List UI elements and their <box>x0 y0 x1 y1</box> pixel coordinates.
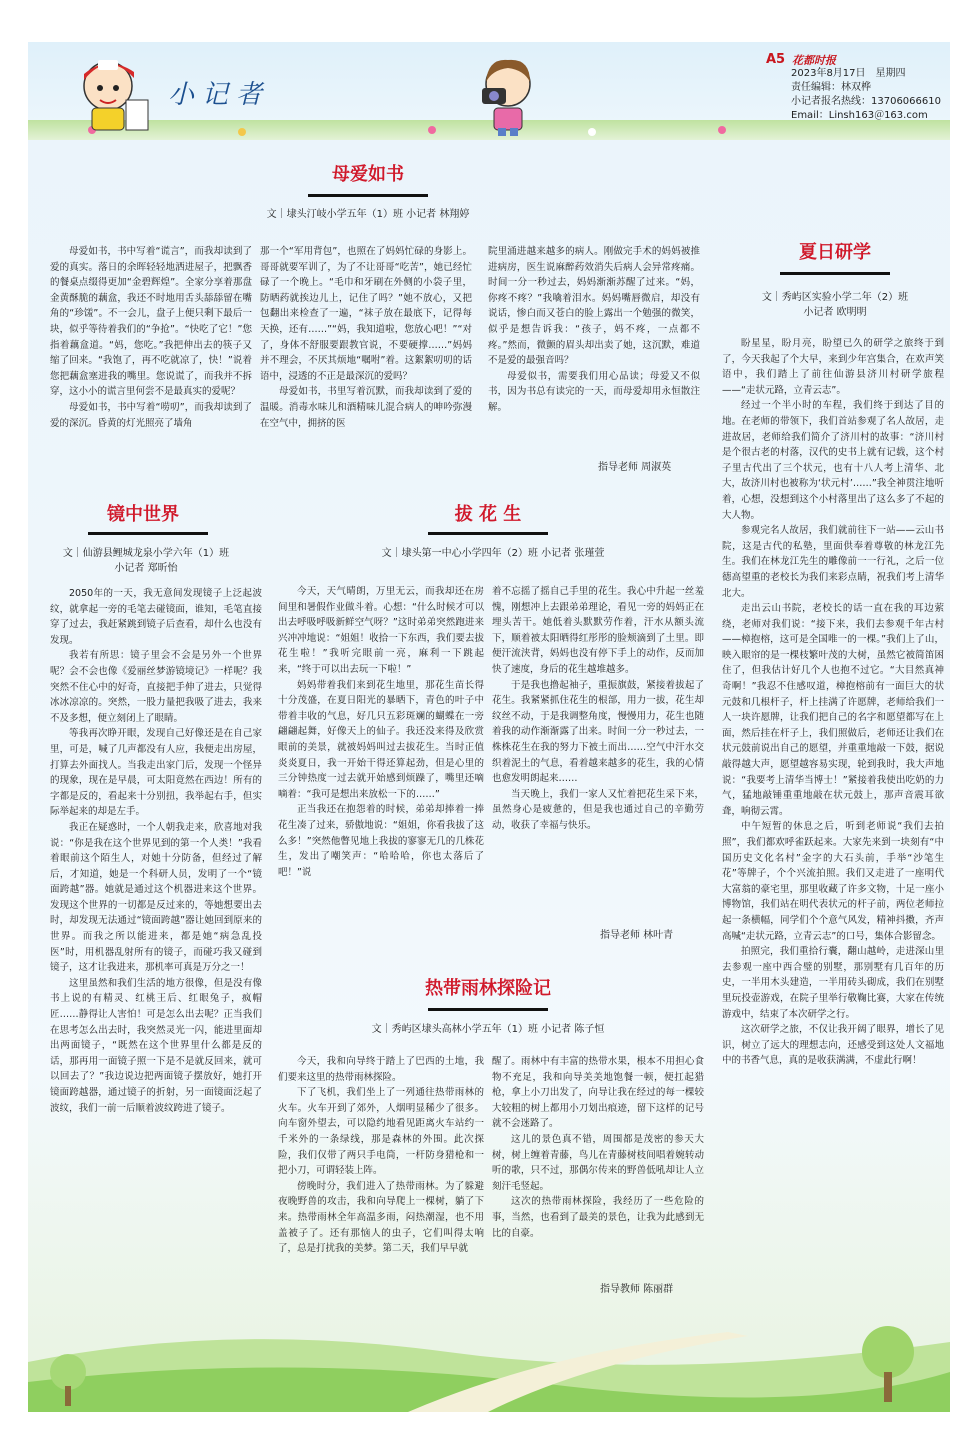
article-title-yulin: 热带雨林探险记 <box>425 978 551 999</box>
issue-date: 2023年8月17日 星期四 <box>791 68 906 79</box>
cartoon-boy-icon <box>68 50 158 138</box>
byline-muai: 文｜埭头汀岐小学五年（1）班 小记者 林翔婷 <box>266 209 470 220</box>
muai-column-3: 院里涌进越来越多的病人。刚做完手术的妈妈被推进病房，医生说麻醉药效消失后病人会异常疼痛。时间一分一秒过去，妈妈渐渐苏醒了过来。“妈，你疼不疼？”我噙着泪水。妈妈嘴唇微启，却没有说话，惨白而又苍白的脸上露出一个勉强的微笑，似乎是想告诉我：“孩子，妈不疼，一点都不疼。”然而，微颤的眉头却出卖了她，这沉默，难道不是爱的最强音吗？ 母爱似书，需要我们用心品读；母爱又不似书，因为书总有读完的一天，而母爱却用永恒散注解。 <box>488 246 700 413</box>
byline-bahuasheng: 文｜埭头第一中心小学四年（2）班 小记者 张瑾萱 <box>381 548 605 559</box>
flower-decoration <box>428 126 436 134</box>
teacher-yulin: 指导教师 陈丽群 <box>600 1284 674 1295</box>
editor-credit: 责任编辑：林双桦 <box>791 82 871 93</box>
article-title-bahuasheng: 拔 花 生 <box>454 504 522 525</box>
header-info <box>791 67 941 123</box>
cartoon-girl-camera-icon <box>468 52 548 138</box>
flower-decoration <box>718 126 726 134</box>
title-rule <box>780 272 890 275</box>
bahuasheng-column-1: 今天，天气晴朗，万里无云，而我却还在房间里和暑假作业做斗着。心想：“什么时候才可以出去呼吸呼吸新鲜空气呀？”这时弟弟突然跑进来兴冲冲地说：“姐姐！收拾一下东西，我们要去拔花生啦！”我听完眼前一亮，麻利一下跳起来，“终于可以出去玩一下啦！” 妈妈带着我们来到花生地里，那花生苗长得十分茂盛，在夏日阳光的暴晒下，青色的叶子中带着丰收的气息，好几只五彩斑斓的蝴蝶在一旁翩翩起舞，好像天上的仙子。我还没来得及欣赏眼前的美景，就被妈妈叫过去拔花生。当时正值炎炎夏日，我一开始干得还算起劲，但是心里的三分钟热度一过去就开始感到烦躁了，嘴里还嘀嘀着：“我可是想出来放松一下的……” 正当我还在抱怨着的时候，弟弟却捧着一捧花生凑了过来，骄傲地说：“姐姐，你看我拔了这么多！”突然他瞥见地上我拔的寥寥无几的几株花生，发出了嘲笑声：“哈哈哈，你也太落后了吧！”说 <box>278 586 484 878</box>
article-title-muai: 母爱如书 <box>332 164 404 185</box>
title-rule <box>88 532 208 535</box>
yulin-column-2: 醒了。雨林中有丰富的热带水果，根本不用担心食物不充足，我和向导美美地饱餐一顿，便扛起猎枪，拿上小刀出发了，向导让我在经过的每一棵较大较粗的树上都用小刀划出痕迹，留下这样的记号就不会迷路了。 这儿的景色真不错，周围都是茂密的参天大树，树上缠着青藤，鸟儿在青藤树枝间唱着婉转动听的歌，只不过，那偶尔传来的野兽低吼却让人立刻汗毛竖起。 这次的热带雨林探险，我经历了一些危险的事，当然，也看到了最美的景色，让我为此感到无比的自豪。 <box>492 1056 704 1239</box>
newspaper-page <box>28 42 950 1412</box>
title-rule <box>428 532 548 535</box>
xiari-body: 盼星星，盼月亮，盼望已久的研学之旅终于到了，今天我起了个大早，来到少年宫集合，在欢声笑语中，我们踏上了前往仙游县济川村研学旅程——“走状元路，立青云志”。 经过一个半小时的车程，我们终于到达了目的地。在老师的带领下，我们首站参观了名人故居，走进故居，老师给我们简介了济川村的故事：“济川村是个很古老的村落，汉代的史书上就有记载，这个村子里古代出了三个状元，也有十八人考上清华、北大，故济川村也被称为‘状元村’……”我全神贯注地听着，心想，没想到这个小村落里出了这么多了不起的大人物。 参观完名人故居，我们就前往下一站——云山书院，这是古代的私塾，里面供奉着尊敬的林龙江先生。我们在林龙江先生的雕像前一一行礼，之后一位德高望重的老校长为我们来彩点睛，祝我们考上清华北大。 走出云山书院，老校长的话一直在我的耳边萦绕，老师对我们说：“接下来，我们去参观千年古村——樟抱榕，这可是全国唯一的一棵。”我们上了山，映入眼帘的是一棵枝繁叶茂的大树，虽然它被简笛困住了，但我估计好几个人也抱不过它。“大目然真神奇啊！”我忍不住感叹道，樟抱榕前有一面巨大的状元鼓和几根杆子，杆上挂满了许愿牌，老师给我们一人一块许愿牌，让我们把自己的名字和愿望都写在上面，然后挂在杆子上，我们照做后，老师还让我们在状元鼓前说出自己的愿望，并重重地敲一下鼓，据说敲得越大声，愿望越容易实现，轮到我时，我大声地说：“我要考上清华当博士！”紧接着我使出吃奶的力气，猛地敲锤重重地敲在状元鼓上，那声音震耳欲聋，响彻云霄。 中午短暂的休息之后，听到老师说“我们去拍照”，我们都欢呼雀跃起来。大家先来到一块刻有“中国历史文化名村”金字的大石头前，手举“沙笔生花”等牌子，个个兴流拍照。我们又走进了一座明代大富翁的豪宅里，那里收藏了许多文物，十足一座小博物馆，我们站在明代表状元的杆子前，两位老师拉起一条横幅，同学们个个意气风发，精神抖擞，齐声高喊“走状元路，立青云志”的口号，集体合影留念。 拍照完，我们重拾行囊，翻山越岭，走进深山里去参观一座中西合璧的别墅，那别墅有几百年的历史，一半用木头建造，一半用砖头砌成，我们在别墅里玩投壶游戏，在院子里举行敬鞠比赛，大家在传统游戏中，结束了本次研学之行。 这次研学之旅，不仅让我开阔了眼界，增长了见识，树立了远大的理想志向，还感受到这处人文福地中的书香气息，真的是收获满满，不虚此行啊！ <box>722 338 944 1067</box>
muai-column-1: 母爱如书，书中写着“谎言”，而我却读到了爱的真实。落日的余晖轻轻地洒进屋子，把飘香的餐桌点缀得更加“金碧辉煌”。全家分享着那盘金黄酥脆的藕盒，我还不时地用舌头舔舔留在嘴角的“珍馐”。不一会儿，盘子上便只剩下最后一块，似乎等待着我们的“争抢”。“快吃了它！”您指着藕盒道。“妈，您吃。”我把伸出去的筷子又缩了回来。“我饱了，再不吃就凉了，快！”说着您把藕盒塞进我的嘴里。您说谎了，而我并不拆穿，这小小的谎言里何尝不是最真实的爱呢？ 母爱如书，书中写着“唠叨”，而我却读到了爱的深沉。昏黄的灯光照亮了墙角 <box>50 246 252 429</box>
byline-xiari: 文｜秀屿区实验小学二年（2）班 小记者 欧明明 <box>761 292 909 318</box>
landscape-hills-icon <box>28 1292 950 1412</box>
page-header <box>28 42 950 140</box>
article-title-jingzhong: 镜中世界 <box>107 504 179 525</box>
section-title: 小记者 <box>168 80 271 110</box>
byline-yulin: 文｜秀屿区埭头高林小学五年（1）班 小记者 陈子恒 <box>371 1024 605 1035</box>
teacher-muai: 指导老师 周淑英 <box>598 462 672 473</box>
byline-jingzhong: 文｜仙游县鲤城龙泉小学六年（1）班 小记者 郑昕怡 <box>62 548 230 574</box>
brand-logo: 花都时报 <box>792 54 836 67</box>
muai-column-2: 那一个“军用背包”，也照在了妈妈忙碌的身影上。哥哥就要军训了，为了不让哥哥“吃苦”，她已经忙碌了一个晚上。“毛巾和牙刷在外侧的小袋子里，防晒药就挨边儿上，记住了吗？”她不放心，又把包翻出来检查了一遍，“袜子放在最底下，记得每天换，还有……”“妈，我知道啦，您放心吧！”“对了，身体不舒服要跟教官说，不要硬撑……”妈妈并不理会，不厌其烦地“嘱咐”着。这絮絮叨叨的话语中，浸透的不正是最深沉的爱吗？ 母爱如书，书里写着沉默，而我却读到了爱的温暖。消毒水味儿和酒精味儿混合病人的呻吟弥漫在空气中，拥挤的医 <box>260 246 472 429</box>
flower-decoration <box>238 128 246 136</box>
yulin-column-1: 今天，我和向导终于踏上了巴西的土地，我们要来这里的热带雨林探险。 下了飞机，我们坐上了一列通往热带雨林的火车。火车开到了郊外，人烟明显稀少了很多。向车窗外望去，可以隐约地看见距离火车站约一千米外的一条绿线，那是森林的外围。此次探险，我们仅带了两只手电筒，一杆防身猎枪和一把小刀，可谓轻装上阵。 傍晚时分，我们进入了热带雨林。为了躲避夜晚野兽的攻击，我和向导爬上一棵树，躺了下来。热带雨林全年高温多雨，闷热潮湿，也不用盖被子了。还有那恼人的虫子，它们叫得太响了，总是打扰我的美梦。第二天，我们早早就 <box>278 1056 484 1255</box>
email: Email：Linsh163＠163.com <box>791 110 928 121</box>
flower-decoration <box>588 128 596 136</box>
bahuasheng-column-2: 着不忘摇了摇自己手里的花生。我心中升起一丝羞愧，刚想冲上去跟弟弟理论，看见一旁的妈妈正在埋头苦干。她低着头默默劳作着，汗水从额头流下，顺着被太阳晒得红彤彤的脸颊滴到了土里。即便汗流浃背，妈妈也没有停下手上的动作，反而加快了速度，身后的花生越堆越多。 于是我也撸起袖子，重振旗鼓，紧接着拔起了花生。我紧紧抓住花生的根部，用力一拔，花生却纹丝不动，于是我调整角度，慢慢用力，花生也随着我的动作渐渐露了出来。时间一分一秒过去，一株株花生在我的努力下被土而出……空气中汗水交织着泥土的气息，看着越来越多的花生，我的心情也愈发明朗起来…… 当天晚上，我们一家人又忙着把花生采下来，虽然身心是疲惫的，但是我也通过自己的辛勤劳动，收获了幸福与快乐。 <box>492 586 704 831</box>
jingzhong-body: 2050年的一天，我无意间发现镜子上泛起波纹，就拿起一旁的毛笔去碰镜面，谁知，毛笔直接穿了过去，我赶紧跳到镜子后查看，却什么也没有发现。 我若有所思：镜子里会不会是另外一个世界呢？会不会也像《爱丽丝梦游镜境记》一样呢？我突然不住心中的好奇，直接把手伸了进去，只觉得冰冰凉凉的。突然，一股力量把我吸了进去，我来不及多想，便立刻闭上了眼睛。 等我再次睁开眼，发现自己好像还是在自己家里，可是，喊了几声都没有人应，我便走出房屋，打算去外面找人。当我走出家门后，发现一个怪异的现象，现在是早晨，可太阳竟然在西边！所有的字都是反的，看起来十分别扭，我举起右手，但实际举起来的却是左手。 我正在疑惑时，一个人朝我走来，欣喜地对我说：“你是我在这个世界见到的第一个人类！”我看着眼前这个陌生人，对她十分防备，但经过了解后，才知道，她是一个科研人员，发明了一个“镜面跨越”器。她就是通过这个机器进来这个世界。发现这个世界的一切都是反过来的，等她想要出去时，却发现无法通过“镜面跨越”器让她回到原来的世界。而我之所以能进来，都是她“病急乱投医”时，用机器乱射所有的镜子，而碰巧我又碰到镜子，这才让我进来，那机率可真是万分之一！ 这里虽然和我们生活的地方很像，但是没有像书上说的有精灵、红桃王后、红眼兔子，疯帽匠……静得让人害怕！可是怎么出去呢？正当我们在思考怎么出去时，我突然灵光一闪，能进里面却出两面镜子，“既然在这个世界里什么都是反的话，那再用一面镜子照一下是不是就反回来，就可以回去了？”我边说边把两面镜子摆放好，她打开镜面跨越器，通过镜子的折射，另一面镜面泛起了波纹，我们一前一后顺着波纹跨进了镜子。 <box>50 588 262 1114</box>
hotline: 小记者报名热线：13706066610 <box>791 96 941 107</box>
title-rule <box>428 1008 548 1011</box>
article-title-xiari: 夏日研学 <box>799 242 871 263</box>
title-rule <box>308 194 428 197</box>
page-number: A5 <box>766 52 786 67</box>
teacher-bahuasheng: 指导老师 林叶青 <box>600 930 674 941</box>
